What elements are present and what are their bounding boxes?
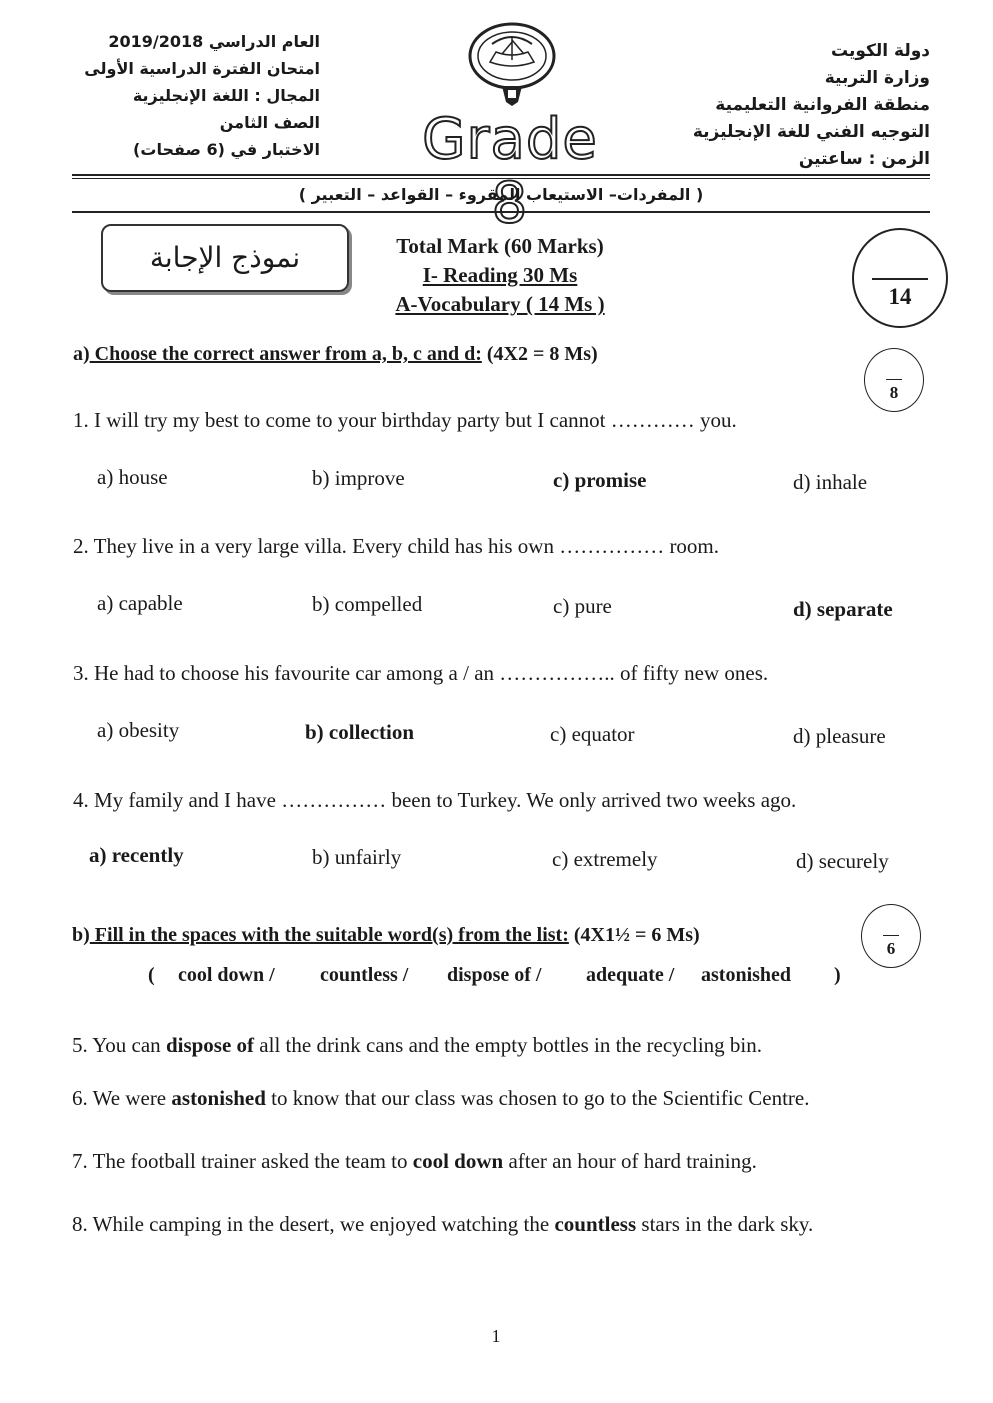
header-supervision: التوجيه الفني للغة الإنجليزية (692, 122, 930, 142)
q3-option-b-answer: b) collection (305, 720, 415, 744)
sentence-8: 8. While camping in the desert, we enjoyed watching the countless stars in the dark sky. (72, 1212, 814, 1236)
header-ministry: وزارة التربية (824, 68, 930, 88)
q2-option-c: c) pure (553, 594, 612, 618)
word-list (148, 964, 841, 987)
q1-option-a: a) house (97, 465, 168, 489)
header-district: منطقة الفروانية التعليمية (715, 95, 930, 115)
sentence-5-answer: dispose of (165, 1033, 255, 1057)
word-list-open: ( (148, 964, 155, 986)
sentence-5: 5. You can dispose of all the drink cans and the empty bottles in the recycling bin. (72, 1033, 762, 1057)
word-countless: countless / (320, 964, 409, 986)
part-a-heading (73, 343, 598, 366)
part-a-score-total: 8 (889, 383, 899, 402)
word-astonished: astonished (701, 964, 792, 986)
grade-title: Grade 8 (422, 107, 598, 236)
header-grade: الصف الثامن (219, 113, 320, 132)
part-b-title: Fill in the spaces with the suitable word(s) from the list: (89, 924, 569, 946)
word-cool-down: cool down / (178, 964, 275, 986)
part-a-marks: (4X2 = 8 Ms) (481, 343, 598, 365)
q1-option-c-answer: c) promise (553, 468, 647, 492)
q3-option-c: c) equator (550, 722, 635, 746)
reading-title: I- Reading 30 Ms (422, 263, 578, 287)
header-exam-period: امتحان الفترة الدراسية الأولى (84, 59, 320, 78)
q3-option-a: a) obesity (97, 718, 180, 742)
vocabulary-score-total: 14 (888, 284, 912, 309)
exam-subjects: ( المفردات– الاستيعاب المقروء – القواعد – التعبير ) (298, 185, 704, 204)
header-pages: الاختبار في (6 صفحات) (133, 140, 320, 159)
q4-option-b: b) unfairly (312, 845, 402, 869)
sentence-6: 6. We were astonished to know that our class was chosen to go to the Scientific Centre. (72, 1086, 810, 1110)
word-adequate: adequate / (586, 964, 675, 986)
q4-option-a-answer: a) recently (89, 843, 184, 867)
q1-option-b: b) improve (312, 466, 405, 490)
part-b-heading (72, 924, 700, 947)
question-2: 2. They live in a very large villa. Every child has his own …………… room. (73, 534, 720, 558)
header-subject: المجال : اللغة الإنجليزية (132, 86, 320, 105)
vocabulary-title: A-Vocabulary ( 14 Ms ) (395, 292, 605, 316)
header-time: الزمن : ساعتين (798, 149, 930, 169)
kuwait-emblem-icon (462, 18, 562, 108)
section-titles (370, 232, 630, 319)
vocabulary-score-circle (852, 228, 948, 328)
q4-option-d: d) securely (796, 849, 889, 873)
q3-option-d: d) pleasure (793, 724, 886, 748)
q2-option-b: b) compelled (312, 592, 423, 616)
sentence-8-answer: countless (554, 1212, 637, 1236)
header-left-block (60, 28, 320, 163)
header-country: دولة الكويت (830, 41, 930, 61)
part-a-score-circle (864, 348, 924, 412)
header-divider-bottom (72, 211, 930, 213)
word-dispose-of: dispose of / (447, 964, 542, 986)
header-academic-year: العام الدراسي 2019/2018 (108, 32, 320, 51)
part-b-marks: (4X1½ = 6 Ms) (568, 924, 700, 946)
question-3: 3. He had to choose his favourite car among a / an …………….. of fifty new ones. (73, 661, 769, 685)
sentence-7-answer: cool down (412, 1149, 504, 1173)
part-b-score-circle (861, 904, 921, 968)
part-b-label: b) (72, 924, 90, 946)
question-4: 4. My family and I have …………… been to Turkey. We only arrived two weeks ago. (73, 788, 797, 812)
sentence-7: 7. The football trainer asked the team to cool down after an hour of hard training. (72, 1149, 757, 1173)
part-a-label: a) (73, 343, 90, 365)
sentence-6-answer: astonished (171, 1086, 266, 1110)
total-mark: Total Mark (60 Marks) (396, 234, 604, 258)
q2-option-a: a) capable (97, 591, 183, 615)
header-divider-top (72, 174, 930, 176)
q4-option-c: c) extremely (552, 847, 658, 871)
part-a-title: Choose the correct answer from a, b, c and d: (89, 343, 482, 365)
part-b-score-total: 6 (886, 939, 896, 958)
word-list-close: ) (834, 964, 841, 986)
question-1: 1. I will try my best to come to your birthday party but I cannot ………… you. (73, 408, 737, 432)
page-number: 1 (491, 1326, 501, 1346)
q1-option-d: d) inhale (793, 470, 868, 494)
header-right-block (690, 38, 930, 173)
header-divider-top-inner (72, 178, 930, 179)
q2-option-d-answer: d) separate (793, 597, 893, 621)
model-answer-label: نموذج الإجابة (101, 224, 349, 292)
